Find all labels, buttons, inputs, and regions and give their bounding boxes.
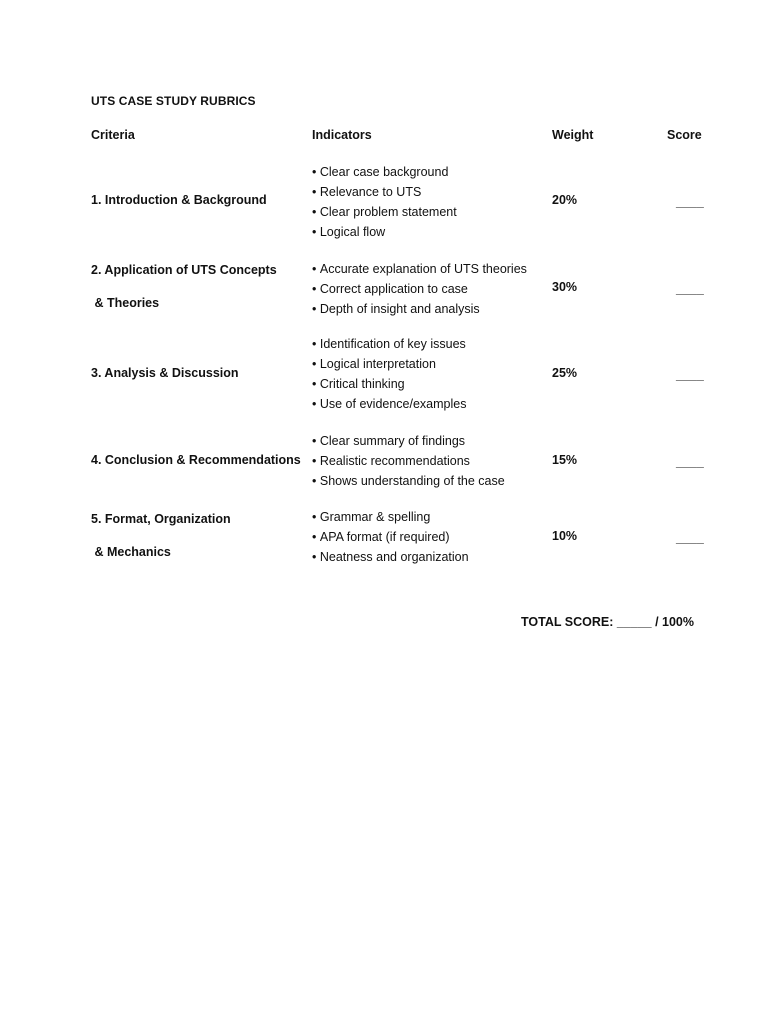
weight-value: 30%: [552, 280, 578, 294]
indicator-item: • Neatness and organization: [312, 547, 469, 567]
criteria-text: 4. Conclusion & Recommendations: [91, 453, 301, 467]
indicator-item: • Identification of key issues: [312, 334, 466, 354]
indicator-item: • Clear problem statement: [312, 202, 457, 222]
criteria-text: & Mechanics: [91, 545, 171, 559]
header-criteria: Criteria: [91, 128, 135, 142]
criteria-cell: [91, 254, 277, 320]
indicator-item: • Logical interpretation: [312, 354, 466, 374]
indicator-item: • Grammar & spelling: [312, 507, 469, 527]
criteria-text: 5. Format, Organization: [91, 512, 231, 526]
criteria-text: 3. Analysis & Discussion: [91, 366, 239, 380]
indicator-item: • Correct application to case: [312, 279, 527, 299]
indicator-item: • APA format (if required): [312, 527, 469, 547]
criteria-cell: [91, 184, 267, 217]
indicator-item: • Shows understanding of the case: [312, 471, 505, 491]
weight-value: 10%: [552, 529, 578, 543]
weight-value: 15%: [552, 453, 578, 467]
criteria-text: 2. Application of UTS Concepts: [91, 263, 277, 277]
document-title: UTS CASE STUDY RUBRICS: [91, 94, 256, 108]
weight-value: 25%: [552, 366, 578, 380]
indicator-list: [312, 507, 469, 567]
criteria-text: 1. Introduction & Background: [91, 193, 267, 207]
header-weight: Weight: [552, 128, 594, 142]
indicator-item: • Use of evidence/examples: [312, 394, 466, 414]
indicator-list: [312, 259, 527, 319]
indicator-item: • Realistic recommendations: [312, 451, 505, 471]
indicator-list: [312, 431, 505, 491]
weight-value: 20%: [552, 193, 578, 207]
score-blank: ____: [676, 455, 704, 469]
indicator-item: • Clear case background: [312, 162, 457, 182]
header-indicators: Indicators: [312, 128, 372, 142]
criteria-cell: [91, 357, 239, 390]
total-score: TOTAL SCORE: _____ / 100%: [521, 615, 694, 629]
criteria-cell: [91, 503, 231, 569]
indicator-item: • Relevance to UTS: [312, 182, 457, 202]
score-blank: ____: [676, 531, 704, 545]
criteria-text: & Theories: [91, 296, 160, 310]
score-blank: ____: [676, 195, 704, 209]
indicator-list: [312, 162, 457, 242]
indicator-item: • Critical thinking: [312, 374, 466, 394]
indicator-list: [312, 334, 466, 414]
indicator-item: • Accurate explanation of UTS theories: [312, 259, 527, 279]
indicator-item: • Depth of insight and analysis: [312, 299, 527, 319]
indicator-item: • Logical flow: [312, 222, 457, 242]
criteria-cell: [91, 444, 301, 477]
header-score: Score: [667, 128, 702, 142]
score-blank: ____: [676, 368, 704, 382]
score-blank: ____: [676, 282, 704, 296]
indicator-item: • Clear summary of findings: [312, 431, 505, 451]
